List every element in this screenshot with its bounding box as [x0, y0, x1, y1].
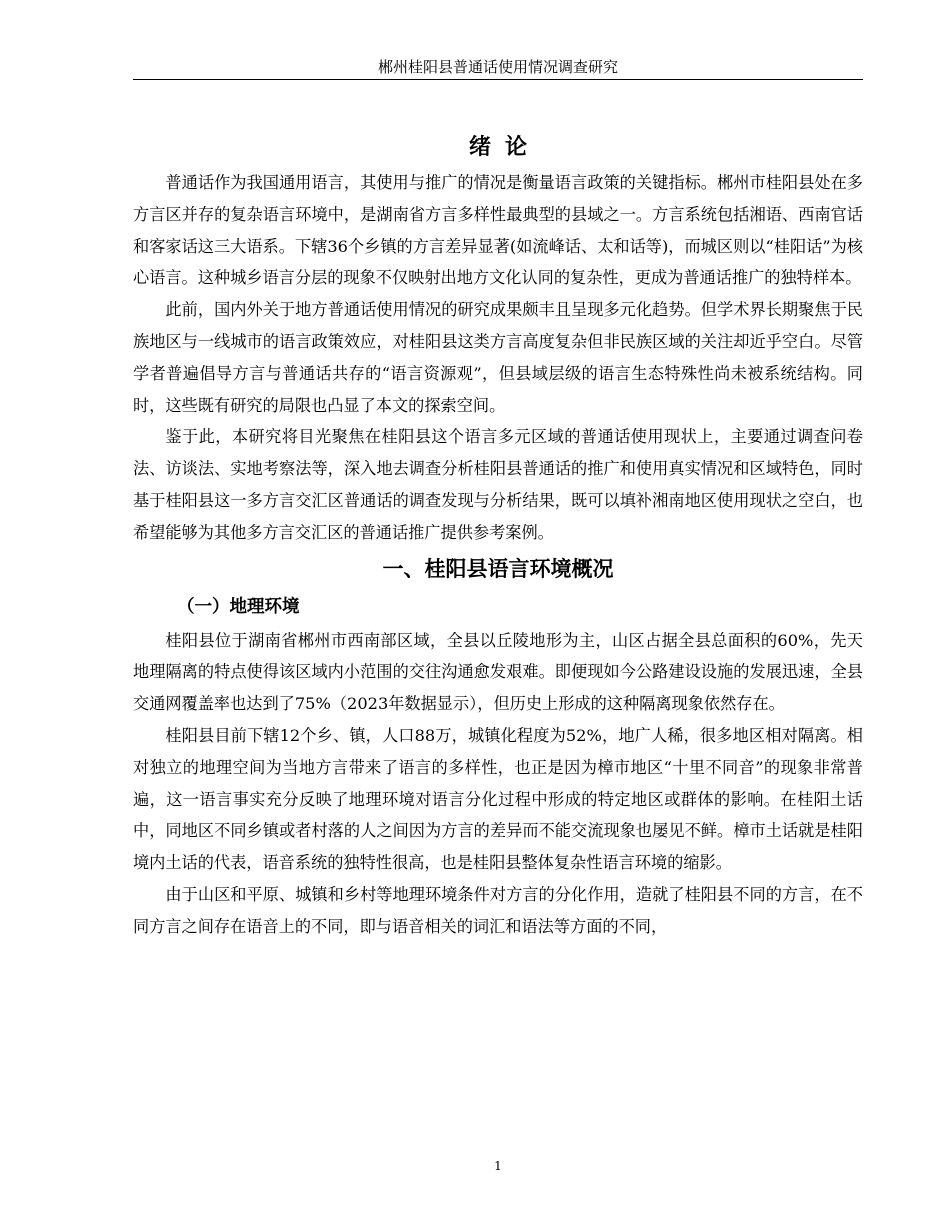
- running-header: 郴州桂阳县普通话使用情况调查研究: [377, 58, 618, 76]
- introduction-title: 绪论: [468, 135, 541, 160]
- section-paragraph-2: 桂阳县目前下辖12个乡、镇，人口88万，城镇化程度为52%，地广人稀，很多地区相对隔离。相对独立的地理空间为当地方言带来了语言的多样性，也正是因为樟市地区“十里不同音”的现象非常普遍，这一语言事实充分反映了地理环境对语言分化过程中形成的特定地区或群体的影响。在桂阳土话中，同地区不同乡镇或者村落的人之间因为方言的差异而不能交流现象也屡见不鲜。樟市土话就是桂阳境内土话的代表，语音系统的独特性很高，也是桂阳县整体复杂性语言环境的缩影。: [133, 725, 863, 873]
- intro-paragraph-2: 此前，国内外关于地方普通话使用情况的研究成果颇丰且呈现多元化趋势。但学术界长期聚焦于民族地区与一线城市的语言政策效应，对桂阳县这类方言高度复杂但非民族区域的关注却近乎空白。尽管学者普遍倡导方言与普通话共存的“语言资源观”，但县域层级的语言生态特殊性尚未被系统结构。同时，这些既有研究的局限也凸显了本文的探索空间。: [133, 300, 863, 415]
- page-number: 1: [494, 1159, 502, 1173]
- section-paragraph-3: 由于山区和平原、城镇和乡村等地理环境条件对方言的分化作用，造就了桂阳县不同的方言，在不同方言之间存在语音上的不同，即与语音相关的词汇和语法等方面的不同，: [133, 884, 863, 936]
- intro-paragraph-1: 普通话作为我国通用语言，其使用与推广的情况是衡量语言政策的关键指标。郴州市桂阳县处在多方言区并存的复杂语言环境中，是湖南省方言多样性最典型的县域之一。方言系统包括湘语、西南官话和客家话这三大语系。下辖36个乡镇的方言差异显著(如流峰话、太和话等)，而城区则以“桂阳话”为核心语言。这种城乡语言分层的现象不仅映射出地方文化认同的复杂性，更成为普通话推广的独特样本。: [133, 173, 863, 288]
- section-paragraph-1: 桂阳县位于湖南省郴州市西南部区域，全县以丘陵地形为主，山区占据全县总面积的60%，先天地理隔离的特点使得该区域内小范围的交往沟通愈发艰难。即便现如今公路建设设施的发展迅速，全县交通网覆盖率也达到了75%（2023年数据显示），但历史上形成的这种隔离现象依然存在。: [133, 630, 863, 714]
- page-body: [133, 133, 863, 943]
- chapter-title: 一、桂阳县语言环境概况: [382, 556, 614, 581]
- intro-paragraph-3: 鉴于此，本研究将目光聚焦在桂阳县这个语言多元区域的普通话使用现状上，主要通过调查问卷法、访谈法、实地考察法等，深入地去调查分析桂阳县普通话的推广和使用真实情况和区域特色，同时基于桂阳县这一多方言交汇区普通话的调查发现与分析结果，既可以填补湘南地区使用现状之空白，也希望能够为其他多方言交汇区的普通话推广提供参考案例。: [133, 427, 863, 542]
- section-title: （一）地理环境: [177, 596, 300, 617]
- header-rule: [133, 79, 863, 80]
